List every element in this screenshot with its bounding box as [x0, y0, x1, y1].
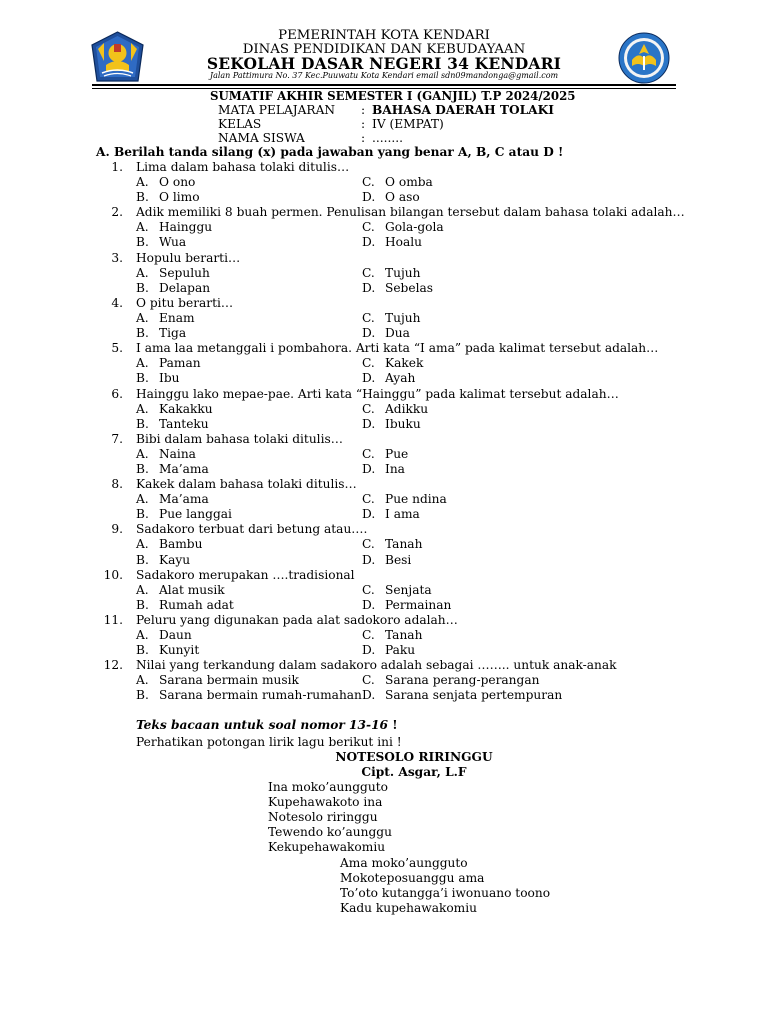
option-text: O omba — [385, 175, 433, 190]
answer-option-b[interactable] — [136, 688, 362, 703]
option-text: Bambu — [159, 537, 203, 552]
tut-wuri-handayani-emblem-icon — [618, 32, 670, 84]
option-letter: C. — [362, 673, 375, 688]
lyric-line: Kupehawakoto ina — [268, 795, 383, 810]
option-text: Ma’ama — [159, 461, 209, 476]
answer-option-b[interactable] — [136, 417, 209, 432]
lyric-line: Notesolo riringgu — [268, 810, 378, 825]
option-text: Pue — [385, 446, 409, 461]
answer-option-d[interactable] — [362, 688, 562, 703]
option-letter: D. — [362, 597, 376, 612]
question-text: Adik memiliki 8 buah permen. Penulisan bilangan tersebut dalam bahasa tolaki adalah… — [136, 205, 685, 220]
option-letter: C. — [362, 175, 375, 190]
option-text: Dua — [385, 326, 410, 341]
answer-option-a[interactable] — [136, 356, 201, 371]
answer-option-c[interactable] — [362, 175, 433, 190]
header-department: DINAS PENDIDIKAN DAN KEBUDAYAAN — [242, 42, 526, 57]
answer-option-b[interactable] — [136, 281, 210, 296]
option-text: Kayu — [159, 552, 191, 567]
question-number: 12. — [103, 658, 123, 673]
option-letter: D. — [362, 190, 376, 205]
option-letter: B. — [136, 280, 149, 295]
option-text: Ayah — [385, 371, 416, 386]
question-number: 6. — [111, 386, 123, 401]
question-text: Hopulu berarti… — [136, 250, 241, 265]
question-text: I ama laa metanggali i pombahora. Arti kata “I ama” pada kalimat tersebut adalah… — [136, 341, 659, 356]
option-text: Delapan — [159, 280, 211, 295]
answer-option-d[interactable] — [362, 371, 415, 386]
option-text: Alat musik — [159, 582, 225, 597]
option-text: Hoalu — [385, 235, 422, 250]
song-title: NOTESOLO RIRINGGU — [335, 750, 493, 764]
question-number: 1. — [111, 160, 123, 174]
answer-option-c[interactable] — [362, 628, 422, 643]
answer-option-a[interactable] — [136, 402, 213, 417]
option-letter: C. — [362, 628, 375, 643]
header-government: PEMERINTAH KOTA KENDARI — [278, 28, 490, 43]
answer-option-a[interactable] — [136, 537, 202, 552]
option-letter: C. — [362, 401, 375, 416]
answer-option-b[interactable] — [136, 371, 179, 386]
option-text: Ibu — [159, 371, 180, 386]
answer-option-d[interactable] — [362, 507, 420, 522]
question-number: 2. — [111, 205, 123, 220]
answer-option-a[interactable] — [136, 673, 299, 688]
answer-option-a[interactable] — [136, 492, 209, 507]
question-text: O pitu berarti… — [136, 295, 234, 310]
answer-option-a[interactable] — [136, 447, 196, 462]
option-text: Paman — [159, 356, 201, 371]
question-text: Hainggu lako mepae-pae. Arti kata “Hainggu” pada kalimat tersebut adalah… — [136, 386, 619, 401]
option-text: Tanah — [385, 628, 423, 643]
option-letter: A. — [136, 446, 149, 461]
exam-title: SUMATIF AKHIR SEMESTER I (GANJIL) T.P 2024/2025 — [210, 89, 576, 103]
option-letter: D. — [362, 643, 376, 658]
option-letter: D. — [362, 416, 376, 431]
question-number: 8. — [111, 477, 123, 492]
question-text: Bibi dalam bahasa tolaki ditulis… — [136, 431, 343, 446]
question-number: 5. — [111, 341, 123, 356]
answer-option-b[interactable] — [136, 326, 186, 341]
option-letter: A. — [136, 537, 149, 552]
answer-option-d[interactable] — [362, 417, 421, 432]
option-text: Pue ndina — [385, 492, 447, 507]
option-text: Sebelas — [385, 280, 433, 295]
header-divider-thick — [92, 84, 676, 86]
option-letter: A. — [136, 401, 149, 416]
answer-option-b[interactable] — [136, 190, 200, 205]
option-text: Tanteku — [159, 416, 209, 431]
answer-option-b[interactable] — [136, 235, 186, 250]
lyric-line: Ina moko’aungguto — [268, 780, 388, 794]
option-text: Naina — [159, 446, 196, 461]
answer-option-c[interactable] — [362, 356, 423, 371]
answer-option-c[interactable] — [362, 266, 420, 281]
answer-option-b[interactable] — [136, 462, 209, 477]
reading-heading — [136, 718, 398, 733]
answer-option-b[interactable] — [136, 507, 232, 522]
question-text: Peluru yang digunakan pada alat sadokoro adalah… — [136, 613, 458, 627]
option-letter: B. — [136, 326, 149, 341]
option-text: Tanah — [385, 537, 423, 552]
meta-label: NAMA SISWA — [218, 131, 305, 145]
option-letter: A. — [136, 582, 149, 597]
option-letter: B. — [136, 235, 149, 250]
option-text: O aso — [385, 190, 420, 205]
option-text: Ma’ama — [159, 492, 209, 507]
answer-option-c[interactable] — [362, 447, 408, 462]
answer-option-c[interactable] — [362, 492, 447, 507]
option-text: Sarana perang-perangan — [385, 673, 540, 688]
lyric-line: Ama moko’aungguto — [340, 855, 468, 870]
option-letter: C. — [362, 310, 375, 325]
meta-value: ........ — [372, 131, 403, 145]
reading-intro: Perhatikan potongan lirik lagu berikut ini ! — [136, 735, 402, 749]
answer-option-d[interactable] — [362, 281, 433, 296]
option-letter: B. — [136, 371, 149, 386]
option-text: Kakek — [385, 356, 424, 371]
answer-option-a[interactable] — [136, 220, 212, 235]
option-text: Pue langgai — [159, 507, 232, 522]
option-letter: A. — [136, 265, 149, 280]
answer-option-a[interactable] — [136, 266, 210, 281]
question-text: Nilai yang terkandung dalam sadakoro adalah sebagai …….. untuk anak-anak — [136, 658, 617, 673]
option-letter: B. — [136, 507, 149, 522]
option-letter: A. — [136, 310, 149, 325]
option-letter: C. — [362, 582, 375, 597]
song-author: Cipt. Asgar, L.F — [361, 765, 467, 779]
lyric-line: Kadu kupehawakomiu — [340, 900, 477, 915]
lyric-line: Mokoteposuanggu ama — [340, 870, 485, 885]
answer-option-a[interactable] — [136, 628, 192, 643]
option-text: Ina — [385, 461, 405, 476]
question-text: Lima dalam bahasa tolaki ditulis… — [136, 160, 350, 174]
answer-option-d[interactable] — [362, 643, 415, 658]
option-letter: A. — [136, 673, 149, 688]
option-text: Kunyit — [159, 643, 200, 658]
option-letter: C. — [362, 356, 375, 371]
meta-value: BAHASA DAERAH TOLAKI — [372, 103, 554, 117]
option-text: Kakakku — [159, 401, 213, 416]
lyric-line: Kekupehawakomiu — [268, 840, 386, 855]
question-number: 11. — [103, 613, 123, 627]
option-letter: B. — [136, 190, 149, 205]
question-text: Sadakoro merupakan ….tradisional — [136, 567, 355, 582]
answer-option-a[interactable] — [136, 583, 225, 598]
option-letter: D. — [362, 326, 376, 341]
answer-option-c[interactable] — [362, 220, 444, 235]
meta-label: KELAS — [218, 117, 262, 131]
answer-option-b[interactable] — [136, 643, 199, 658]
question-number: 7. — [111, 431, 123, 446]
option-text: Sarana bermain rumah-rumahan — [159, 688, 362, 703]
answer-option-c[interactable] — [362, 537, 422, 552]
option-text: Hainggu — [159, 220, 213, 235]
meta-label: MATA PELAJARAN — [218, 103, 336, 117]
option-letter: C. — [362, 492, 375, 507]
option-letter: B. — [136, 643, 149, 658]
option-letter: B. — [136, 597, 149, 612]
answer-option-c[interactable] — [362, 311, 420, 326]
answer-option-a[interactable] — [136, 311, 195, 326]
question-text: Kakek dalam bahasa tolaki ditulis… — [136, 477, 357, 492]
option-letter: C. — [362, 446, 375, 461]
option-text: Wua — [159, 235, 187, 250]
answer-option-d[interactable] — [362, 190, 420, 205]
meta-colon: : — [361, 131, 366, 145]
option-text: Paku — [385, 643, 416, 658]
answer-option-d[interactable] — [362, 598, 451, 613]
option-letter: D. — [362, 280, 376, 295]
option-letter: D. — [362, 461, 376, 476]
option-letter: B. — [136, 688, 149, 703]
school-name: SEKOLAH DASAR NEGERI 34 KENDARI — [206, 54, 562, 73]
option-text: Senjata — [385, 582, 432, 597]
section-a-title: A. Berilah tanda silang (x) pada jawaban yang benar A, B, C atau D ! — [96, 145, 564, 159]
kendari-city-emblem-icon — [90, 31, 145, 86]
option-letter: A. — [136, 175, 149, 190]
lyric-line: Tewendo ko’aunggu — [268, 825, 392, 840]
option-letter: D. — [362, 507, 376, 522]
option-text: Sarana senjata pertempuran — [385, 688, 563, 703]
option-letter: C. — [362, 220, 375, 235]
option-text: I ama — [385, 507, 420, 522]
answer-option-d[interactable] — [362, 326, 410, 341]
answer-option-c[interactable] — [362, 673, 539, 688]
answer-option-c[interactable] — [362, 402, 428, 417]
answer-option-b[interactable] — [136, 553, 190, 568]
option-text: Ibuku — [385, 416, 421, 431]
option-letter: D. — [362, 688, 376, 703]
option-letter: A. — [136, 356, 149, 371]
option-text: Enam — [159, 310, 195, 325]
option-text: O limo — [159, 190, 200, 205]
meta-value: IV (EMPAT) — [372, 117, 444, 131]
question-text: Sadakoro terbuat dari betung atau…. — [136, 522, 368, 537]
option-letter: B. — [136, 416, 149, 431]
option-text: Besi — [385, 552, 412, 567]
option-text: Daun — [159, 628, 192, 643]
option-text: Tujuh — [385, 265, 421, 280]
option-text: Rumah adat — [159, 597, 234, 612]
option-letter: A. — [136, 220, 149, 235]
lyric-line: To’oto kutangga’i iwonuano toono — [340, 885, 551, 900]
answer-option-d[interactable] — [362, 235, 422, 250]
answer-option-b[interactable] — [136, 598, 234, 613]
option-text: Permainan — [385, 597, 452, 612]
option-letter: D. — [362, 552, 376, 567]
option-text: Adikku — [385, 401, 429, 416]
reading-heading-text: Teks bacaan untuk soal nomor 13-16 — [136, 718, 389, 732]
answer-option-a[interactable] — [136, 175, 195, 190]
option-letter: A. — [136, 492, 149, 507]
option-letter: C. — [362, 537, 375, 552]
option-letter: C. — [362, 265, 375, 280]
reading-heading-suffix: ! — [388, 718, 398, 732]
answer-option-d[interactable] — [362, 462, 405, 477]
option-text: Sepuluh — [159, 265, 210, 280]
question-number: 9. — [111, 522, 123, 537]
meta-colon: : — [361, 103, 366, 117]
option-text: Sarana bermain musik — [159, 673, 299, 688]
answer-option-d[interactable] — [362, 553, 411, 568]
option-text: Tiga — [159, 326, 187, 341]
option-letter: D. — [362, 371, 376, 386]
option-letter: B. — [136, 461, 149, 476]
question-number: 10. — [103, 567, 123, 582]
meta-colon: : — [361, 117, 366, 131]
answer-option-c[interactable] — [362, 583, 432, 598]
option-letter: D. — [362, 235, 376, 250]
question-number: 3. — [111, 250, 123, 265]
option-letter: B. — [136, 552, 149, 567]
option-text: Gola-gola — [385, 220, 444, 235]
option-text: Tujuh — [385, 310, 421, 325]
school-address: Jalan Pattimura No. 37 Kec.Puuwatu Kota Kendari email sdn09mandonga@gmail.com — [209, 71, 559, 80]
option-letter: A. — [136, 628, 149, 643]
option-text: O ono — [159, 175, 196, 190]
question-number: 4. — [111, 295, 123, 310]
